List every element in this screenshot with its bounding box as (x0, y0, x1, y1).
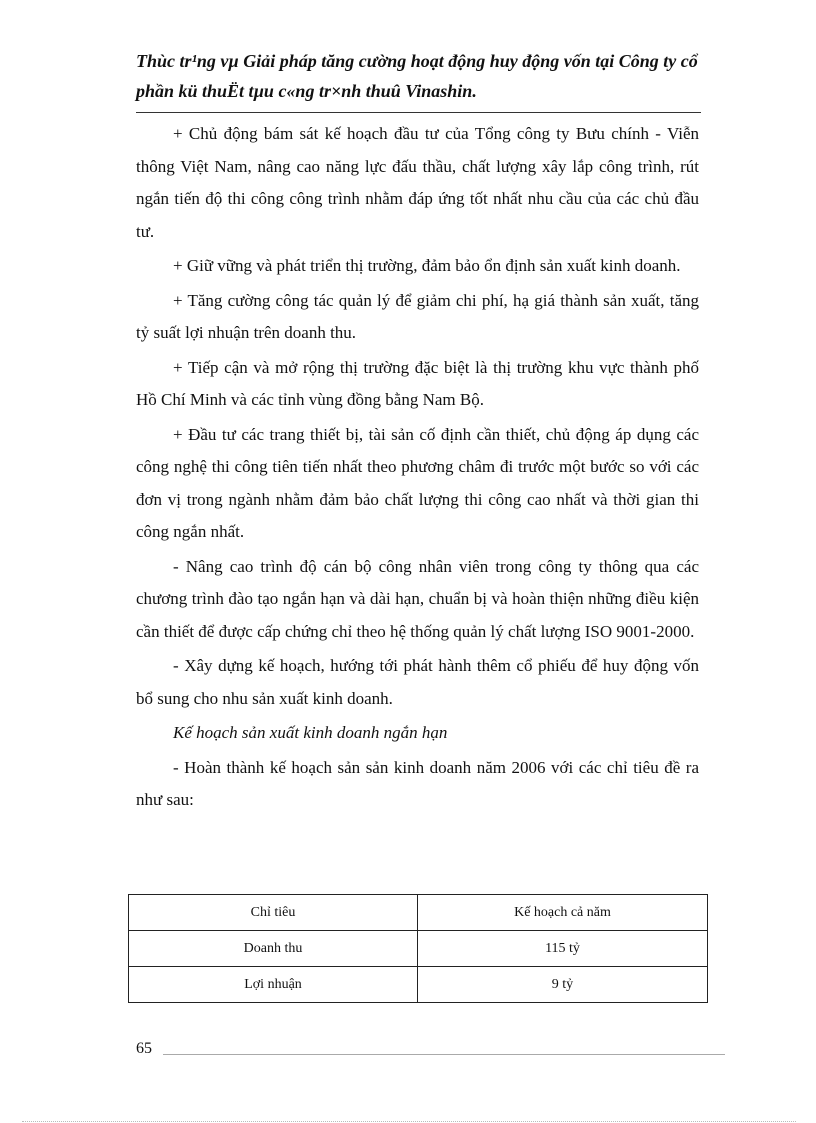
table-cell: 115 tỷ (418, 931, 708, 967)
table-header-cell: Kế hoạch cả năm (418, 895, 708, 931)
table-header-row (129, 895, 708, 931)
page-number: 65 (136, 1040, 152, 1057)
paragraph-7: - Xây dựng kế hoạch, hướng tới phát hành thêm cổ phiếu để huy động vốn bổ sung cho nhu sản xuất kinh doanh. (136, 656, 699, 708)
paragraph-2: + Giữ vững và phát triển thị trường, đảm bảo ổn định sản xuất kinh doanh. (173, 256, 681, 275)
table-cell: Lợi nhuận (129, 967, 418, 1003)
header-divider (136, 112, 701, 113)
page-bottom-border (22, 1121, 796, 1122)
paragraph-8: - Hoàn thành kế hoạch sản sản kinh doanh năm 2006 với các chỉ tiêu đề ra như sau: (136, 757, 699, 809)
paragraph-1: + Chủ động bám sát kế hoạch đầu tư của Tổng công ty Bưu chính - Viễn thông Việt Nam, nâng cao năng lực đấu thầu, chất lượng xây lắp công trình, rút ngắn tiến độ thi công công trình nhằm đáp ứng tốt nhất nhu cầu của các chủ đầu tư. (136, 124, 699, 241)
plan-table (128, 894, 708, 1003)
document-body (136, 118, 699, 819)
paragraph-4: + Tiếp cận và mở rộng thị trường đặc biệt là thị trường khu vực thành phố Hồ Chí Minh và các tỉnh vùng đồng bằng Nam Bộ. (136, 357, 699, 409)
paragraph-3: + Tăng cường công tác quản lý để giảm chi phí, hạ giá thành sản xuất, tăng tỷ suất lợi nhuận trên doanh thu. (136, 290, 699, 342)
paragraph-5: + Đầu tư các trang thiết bị, tài sản cố định cần thiết, chủ động áp dụng các công nghệ thi công tiên tiến nhất theo phương châm đi trước một bước so với các đơn vị trong ngành nhằm đảm bảo chất lượng thi công cao nhất và thời gian thi công ngắn nhất. (136, 424, 699, 541)
table-row (129, 967, 708, 1003)
footer-divider (163, 1054, 725, 1055)
table-cell: 9 tỷ (418, 967, 708, 1003)
subheading: Kế hoạch sản xuất kinh doanh ngắn hạn (173, 723, 448, 742)
paragraph-6: - Nâng cao trình độ cán bộ công nhân viên trong công ty thông qua các chương trình đào tạo ngắn hạn và dài hạn, chuẩn bị và hoàn thiện những điều kiện cần thiết để được cấp chứng chỉ theo hệ thống quản lý chất lượng ISO 9001-2000. (136, 556, 699, 641)
page-header-title: Thùc tr¹ng vµ Giải pháp tăng cường hoạt động huy động vốn tại Công ty cổ phần kü thuËt tµu c«ng tr×nh thuû Vinashin. (136, 51, 698, 101)
page-footer (136, 1040, 726, 1060)
table-row (129, 931, 708, 967)
table-header-cell: Chỉ tiêu (129, 895, 418, 931)
table-cell: Doanh thu (129, 931, 418, 967)
